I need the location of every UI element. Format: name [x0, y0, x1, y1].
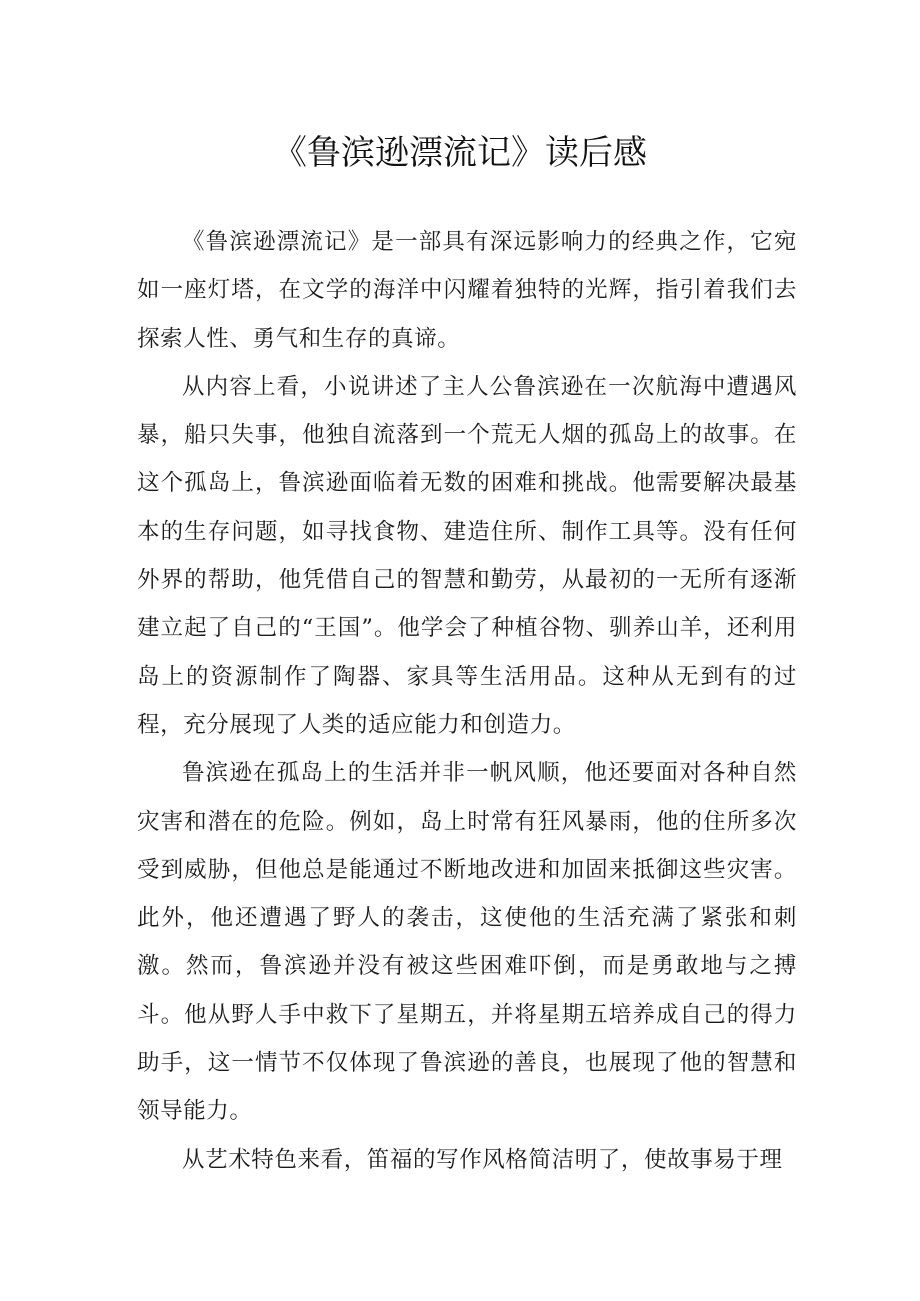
- paragraph-content: 从内容上看，小说讲述了主人公鲁滨逊在一次航海中遭遇风暴，船只失事，他独自流落到一个荒无人烟的孤岛上的故事。在这个孤岛上，鲁滨逊面临着无数的困难和挑战。他需要解决最基本的生存问题，如寻找食物、建造住所、制作工具等。没有任何外界的帮助，他凭借自己的智慧和勤劳，从最初的一无所有逐渐建立起了自己的“王国”。他学会了种植谷物、驯养山羊，还利用岛上的资源制作了陶器、家具等生活用品。这种从无到有的过程，充分展现了人类的适应能力和创造力。: [137, 373, 797, 738]
- paragraph-intro: 《鲁滨逊漂流记》是一部具有深远影响力的经典之作，它宛如一座灯塔，在文学的海洋中闪耀着独特的光辉，指引着我们去探索人性、勇气和生存的真谛。: [137, 229, 797, 352]
- paragraph-art-style: 从艺术特色来看，笛福的写作风格简洁明了，使故事易于理: [182, 1146, 783, 1173]
- paragraph-challenges: 鲁滨逊在孤岛上的生活并非一帆风顺，他还要面对各种自然灾害和潜在的危险。例如，岛上时常有狂风暴雨，他的住所多次受到威胁，但他总是能通过不断地改进和加固来抵御这些灾害。此外，他还遭遇了野人的袭击，这使他的生活充满了紧张和刺激。然而，鲁滨逊并没有被这些困难吓倒，而是勇敢地与之搏斗。他从野人手中救下了星期五，并将星期五培养成自己的得力助手，这一情节不仅体现了鲁滨逊的善良，也展现了他的智慧和领导能力。: [137, 760, 797, 1125]
- document-body: [137, 218, 797, 1184]
- document-title: 《鲁滨逊漂流记》读后感: [273, 133, 647, 173]
